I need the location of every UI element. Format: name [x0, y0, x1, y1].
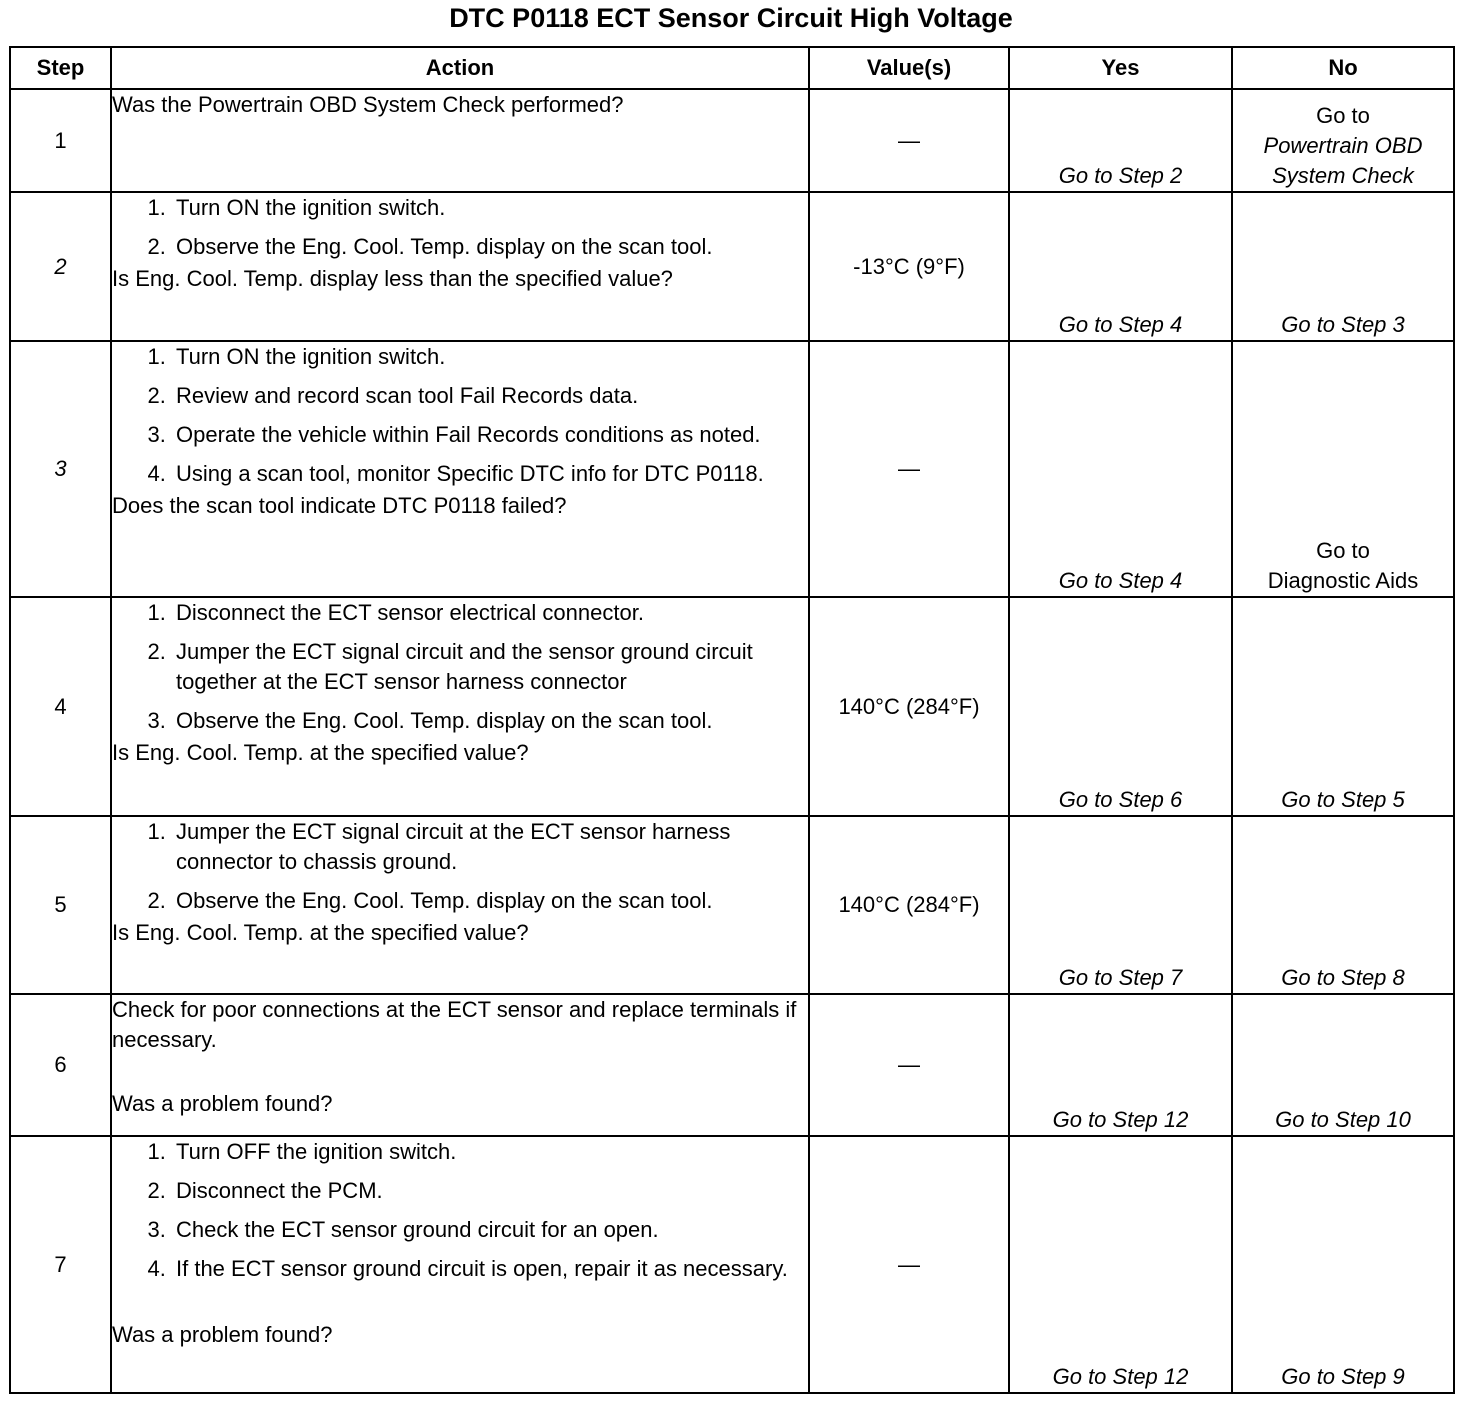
yes-link[interactable]: Go to Step 12	[1052, 1364, 1189, 1389]
yes-link[interactable]: Go to Step 7	[1058, 965, 1183, 990]
action-cell	[111, 1136, 809, 1393]
no-cell[interactable]	[1232, 1136, 1454, 1393]
action-question: Was a problem found?	[112, 1322, 333, 1347]
no-cell[interactable]	[1232, 341, 1454, 597]
action-list	[112, 342, 808, 489]
no-cell[interactable]	[1232, 816, 1454, 994]
list-item: 1. Turn OFF the ignition switch.	[172, 1137, 808, 1167]
value-cell: —	[809, 994, 1009, 1136]
step-number: 6	[10, 994, 111, 1136]
header-yes: Yes	[1009, 47, 1232, 89]
yes-cell[interactable]	[1009, 89, 1232, 192]
yes-cell[interactable]	[1009, 341, 1232, 597]
list-item: 2. Jumper the ECT signal circuit and the sensor ground circuit together at the ECT sensor harness connector	[172, 637, 808, 697]
list-item: 1. Disconnect the ECT sensor electrical connector.	[172, 598, 808, 628]
value-cell: —	[809, 89, 1009, 192]
yes-link[interactable]: Go to Step 6	[1058, 787, 1183, 812]
list-item: 3. Observe the Eng. Cool. Temp. display on the scan tool.	[172, 706, 808, 736]
table-row	[10, 1136, 1454, 1393]
list-item: 4. Using a scan tool, monitor Specific DTC info for DTC P0118.	[172, 459, 808, 489]
yes-link[interactable]: Go to Step 2	[1058, 163, 1183, 188]
no-link[interactable]: Powertrain OBD System Check	[1263, 133, 1423, 188]
table-row	[10, 341, 1454, 597]
no-link[interactable]: Go to Step 8	[1281, 965, 1405, 990]
list-item: 2. Review and record scan tool Fail Records data.	[172, 381, 808, 411]
action-list	[112, 598, 808, 736]
yes-cell[interactable]	[1009, 192, 1232, 341]
list-item: 2. Disconnect the PCM.	[172, 1176, 808, 1206]
list-item: 3. Check the ECT sensor ground circuit for an open.	[172, 1215, 808, 1245]
header-action: Action	[111, 47, 809, 89]
no-prefix: Go to	[1316, 103, 1370, 128]
yes-link[interactable]: Go to Step 12	[1052, 1107, 1189, 1132]
action-cell	[111, 597, 809, 816]
step-number: 7	[10, 1136, 111, 1393]
action-cell	[111, 994, 809, 1136]
header-values: Value(s)	[809, 47, 1009, 89]
step-number: 1	[10, 89, 111, 192]
step-number: 2	[10, 192, 111, 341]
no-cell[interactable]	[1232, 597, 1454, 816]
yes-cell[interactable]	[1009, 816, 1232, 994]
no-link[interactable]: Go to Step 9	[1281, 1364, 1405, 1389]
list-item: 4. If the ECT sensor ground circuit is open, repair it as necessary.	[172, 1254, 808, 1284]
page-title: DTC P0118 ECT Sensor Circuit High Voltage	[449, 3, 1013, 33]
action-list	[112, 193, 808, 262]
value-cell: -13°C (9°F)	[809, 192, 1009, 341]
step-number: 4	[10, 597, 111, 816]
list-item: 2. Observe the Eng. Cool. Temp. display on the scan tool.	[172, 232, 808, 262]
table-row	[10, 192, 1454, 341]
list-item: 3. Operate the vehicle within Fail Records conditions as noted.	[172, 420, 808, 450]
list-item: 1. Turn ON the ignition switch.	[172, 342, 808, 372]
action-text: Check for poor connections at the ECT sensor and replace terminals if necessary.	[112, 997, 797, 1052]
action-cell	[111, 89, 809, 192]
action-question: Is Eng. Cool. Temp. display less than the specified value?	[112, 266, 673, 291]
yes-cell[interactable]	[1009, 597, 1232, 816]
value-cell: —	[809, 1136, 1009, 1393]
action-question: Was a problem found?	[112, 1091, 333, 1116]
step-number: 5	[10, 816, 111, 994]
action-list	[112, 1137, 808, 1284]
no-cell[interactable]	[1232, 994, 1454, 1136]
yes-cell[interactable]	[1009, 994, 1232, 1136]
table-row	[10, 89, 1454, 192]
list-item: 1. Jumper the ECT signal circuit at the ECT sensor harness connector to chassis ground.	[172, 817, 808, 877]
action-question: Is Eng. Cool. Temp. at the specified value?	[112, 920, 529, 945]
yes-link[interactable]: Go to Step 4	[1058, 312, 1183, 337]
action-question: Is Eng. Cool. Temp. at the specified value?	[112, 740, 529, 765]
action-cell	[111, 816, 809, 994]
action-text: Was the Powertrain OBD System Check performed?	[112, 92, 624, 117]
list-item: 2. Observe the Eng. Cool. Temp. display on the scan tool.	[172, 886, 808, 916]
value-cell: 140°C (284°F)	[809, 816, 1009, 994]
action-cell	[111, 341, 809, 597]
table-row	[10, 816, 1454, 994]
no-link[interactable]: Go to Step 10	[1275, 1107, 1411, 1132]
table-row	[10, 597, 1454, 816]
list-item: 1. Turn ON the ignition switch.	[172, 193, 808, 223]
no-prefix: Go to	[1316, 538, 1370, 563]
table-header-row	[10, 47, 1454, 89]
action-question: Does the scan tool indicate DTC P0118 failed?	[112, 493, 567, 518]
value-cell: 140°C (284°F)	[809, 597, 1009, 816]
yes-link[interactable]: Go to Step 4	[1058, 568, 1183, 593]
no-link[interactable]: Go to Step 5	[1281, 787, 1405, 812]
action-cell	[111, 192, 809, 341]
header-step: Step	[10, 47, 111, 89]
no-link[interactable]: Go to Step 3	[1281, 312, 1405, 337]
action-list	[112, 817, 808, 916]
header-no: No	[1232, 47, 1454, 89]
yes-cell[interactable]	[1009, 1136, 1232, 1393]
value-cell: —	[809, 341, 1009, 597]
diagnostic-table	[9, 46, 1455, 1394]
no-cell[interactable]	[1232, 89, 1454, 192]
no-cell[interactable]	[1232, 192, 1454, 341]
no-link[interactable]: Diagnostic Aids	[1267, 568, 1419, 593]
step-number: 3	[10, 341, 111, 597]
table-row	[10, 994, 1454, 1136]
